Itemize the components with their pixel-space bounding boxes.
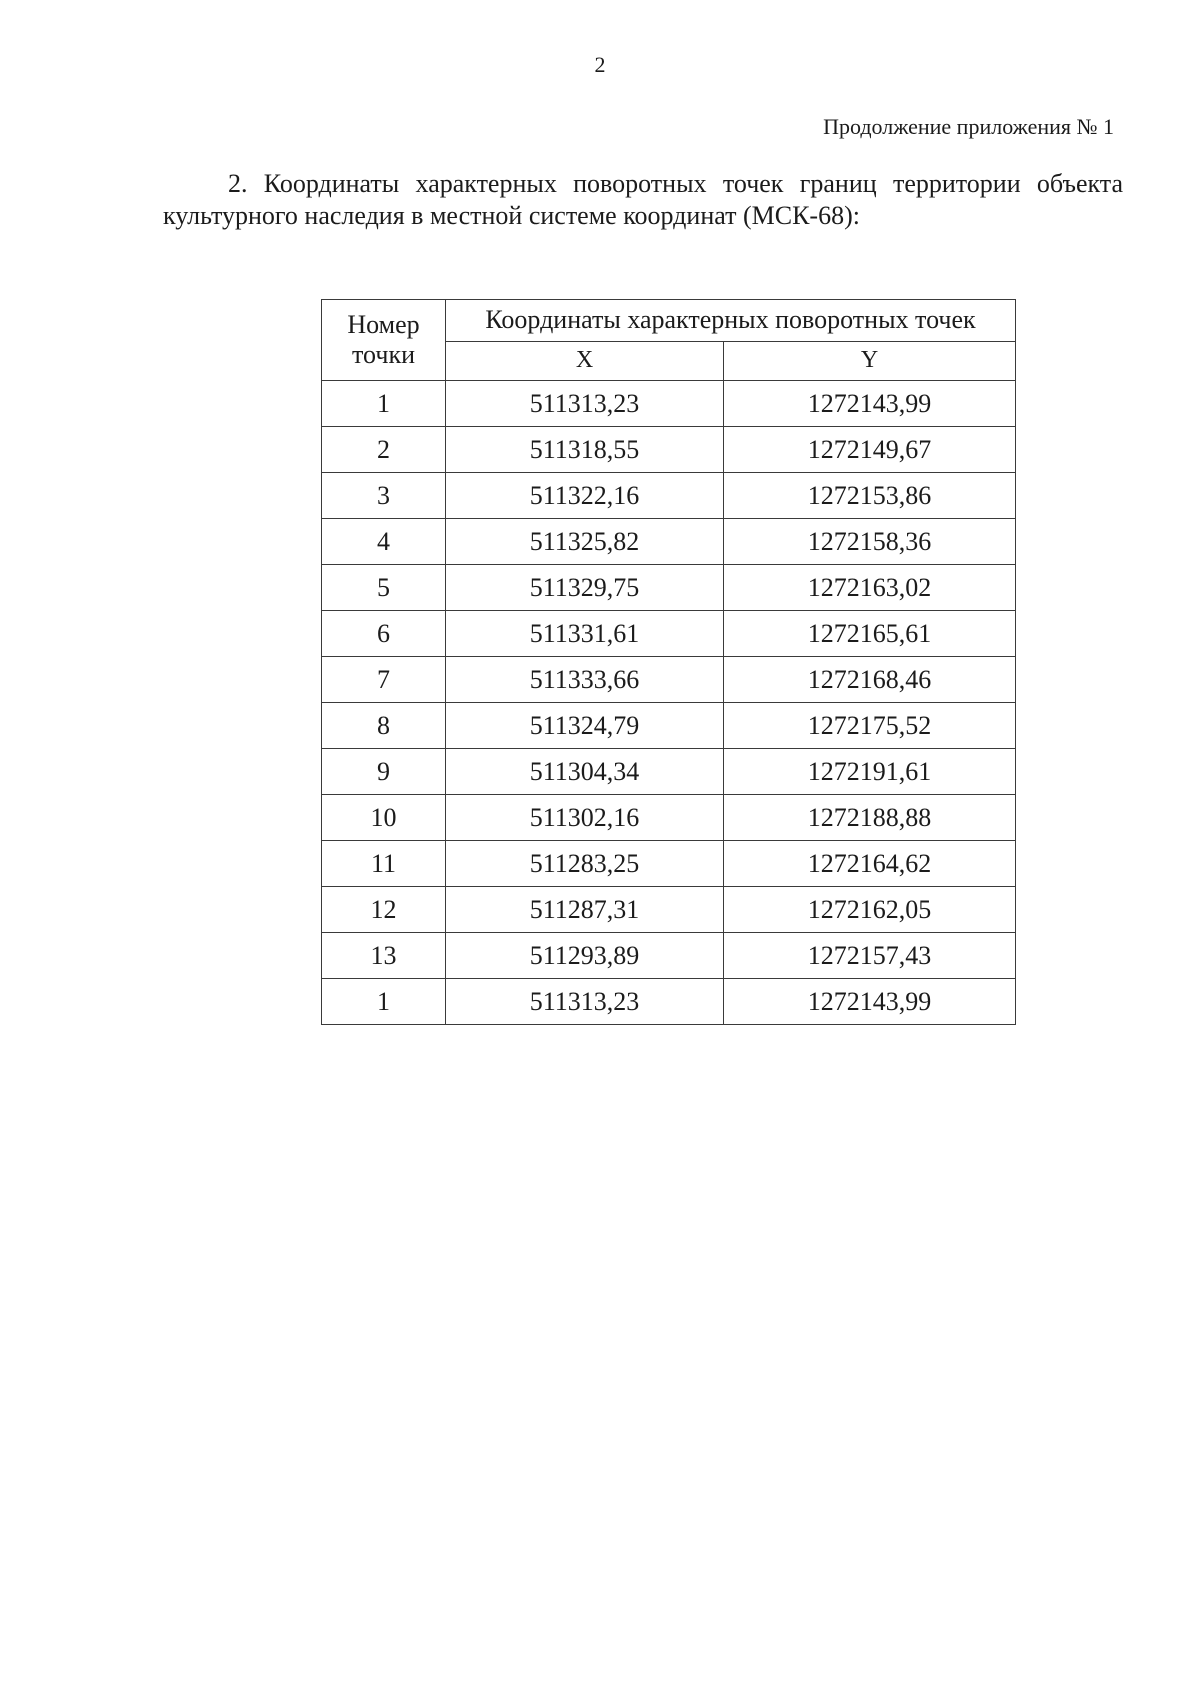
x-coordinate-cell: 511302,16 bbox=[446, 795, 724, 841]
x-coordinate-cell: 511318,55 bbox=[446, 427, 724, 473]
point-number-cell: 9 bbox=[322, 749, 446, 795]
table-row bbox=[322, 795, 1016, 841]
x-coordinate-cell: 511313,23 bbox=[446, 979, 724, 1025]
y-coordinate-cell: 1272168,46 bbox=[724, 657, 1016, 703]
x-coordinate-cell: 511331,61 bbox=[446, 611, 724, 657]
table-row bbox=[322, 381, 1016, 427]
point-number-cell: 1 bbox=[322, 979, 446, 1025]
x-coordinate-cell: 511293,89 bbox=[446, 933, 724, 979]
y-coordinate-cell: 1272149,67 bbox=[724, 427, 1016, 473]
table-row bbox=[322, 427, 1016, 473]
y-coordinate-cell: 1272191,61 bbox=[724, 749, 1016, 795]
point-number-cell: 2 bbox=[322, 427, 446, 473]
point-number-cell: 1 bbox=[322, 381, 446, 427]
y-coordinate-cell: 1272165,61 bbox=[724, 611, 1016, 657]
y-coordinate-cell: 1272157,43 bbox=[724, 933, 1016, 979]
header-point-number: Номер точки bbox=[322, 300, 446, 381]
table-row bbox=[322, 841, 1016, 887]
table-row bbox=[322, 611, 1016, 657]
point-number-cell: 5 bbox=[322, 565, 446, 611]
point-number-cell: 12 bbox=[322, 887, 446, 933]
point-number-cell: 6 bbox=[322, 611, 446, 657]
x-coordinate-cell: 511329,75 bbox=[446, 565, 724, 611]
point-number-cell: 8 bbox=[322, 703, 446, 749]
point-number-cell: 10 bbox=[322, 795, 446, 841]
table-row bbox=[322, 565, 1016, 611]
y-coordinate-cell: 1272158,36 bbox=[724, 519, 1016, 565]
point-number-cell: 13 bbox=[322, 933, 446, 979]
header-coordinates-group: Координаты характерных поворотных точек bbox=[446, 300, 1016, 342]
page-number: 2 bbox=[594, 52, 606, 77]
y-coordinate-cell: 1272175,52 bbox=[724, 703, 1016, 749]
y-coordinate-cell: 1272143,99 bbox=[724, 381, 1016, 427]
point-number-cell: 7 bbox=[322, 657, 446, 703]
x-coordinate-cell: 511333,66 bbox=[446, 657, 724, 703]
coordinates-table-body bbox=[322, 381, 1016, 1025]
point-number-cell: 4 bbox=[322, 519, 446, 565]
header-x: X bbox=[446, 341, 724, 381]
y-coordinate-cell: 1272163,02 bbox=[724, 565, 1016, 611]
table-row bbox=[322, 473, 1016, 519]
x-coordinate-cell: 511283,25 bbox=[446, 841, 724, 887]
x-coordinate-cell: 511325,82 bbox=[446, 519, 724, 565]
table-row bbox=[322, 703, 1016, 749]
y-coordinate-cell: 1272188,88 bbox=[724, 795, 1016, 841]
x-coordinate-cell: 511304,34 bbox=[446, 749, 724, 795]
table-row bbox=[322, 887, 1016, 933]
y-coordinate-cell: 1272153,86 bbox=[724, 473, 1016, 519]
appendix-note: Продолжение приложения № 1 bbox=[823, 114, 1114, 139]
point-number-cell: 3 bbox=[322, 473, 446, 519]
point-number-cell: 11 bbox=[322, 841, 446, 887]
y-coordinate-cell: 1272164,62 bbox=[724, 841, 1016, 887]
table-row bbox=[322, 519, 1016, 565]
y-coordinate-cell: 1272143,99 bbox=[724, 979, 1016, 1025]
section-heading-text: 2. Координаты характерных поворотных точек границ территории объекта культурного наследия в местной системе координат (МСК-68): bbox=[163, 169, 1123, 230]
x-coordinate-cell: 511324,79 bbox=[446, 703, 724, 749]
table-row bbox=[322, 657, 1016, 703]
x-coordinate-cell: 511322,16 bbox=[446, 473, 724, 519]
x-coordinate-cell: 511313,23 bbox=[446, 381, 724, 427]
x-coordinate-cell: 511287,31 bbox=[446, 887, 724, 933]
table-row bbox=[322, 933, 1016, 979]
table-row bbox=[322, 749, 1016, 795]
coordinates-table bbox=[321, 299, 1016, 1025]
y-coordinate-cell: 1272162,05 bbox=[724, 887, 1016, 933]
header-y: Y bbox=[724, 341, 1016, 381]
table-row bbox=[322, 979, 1016, 1025]
